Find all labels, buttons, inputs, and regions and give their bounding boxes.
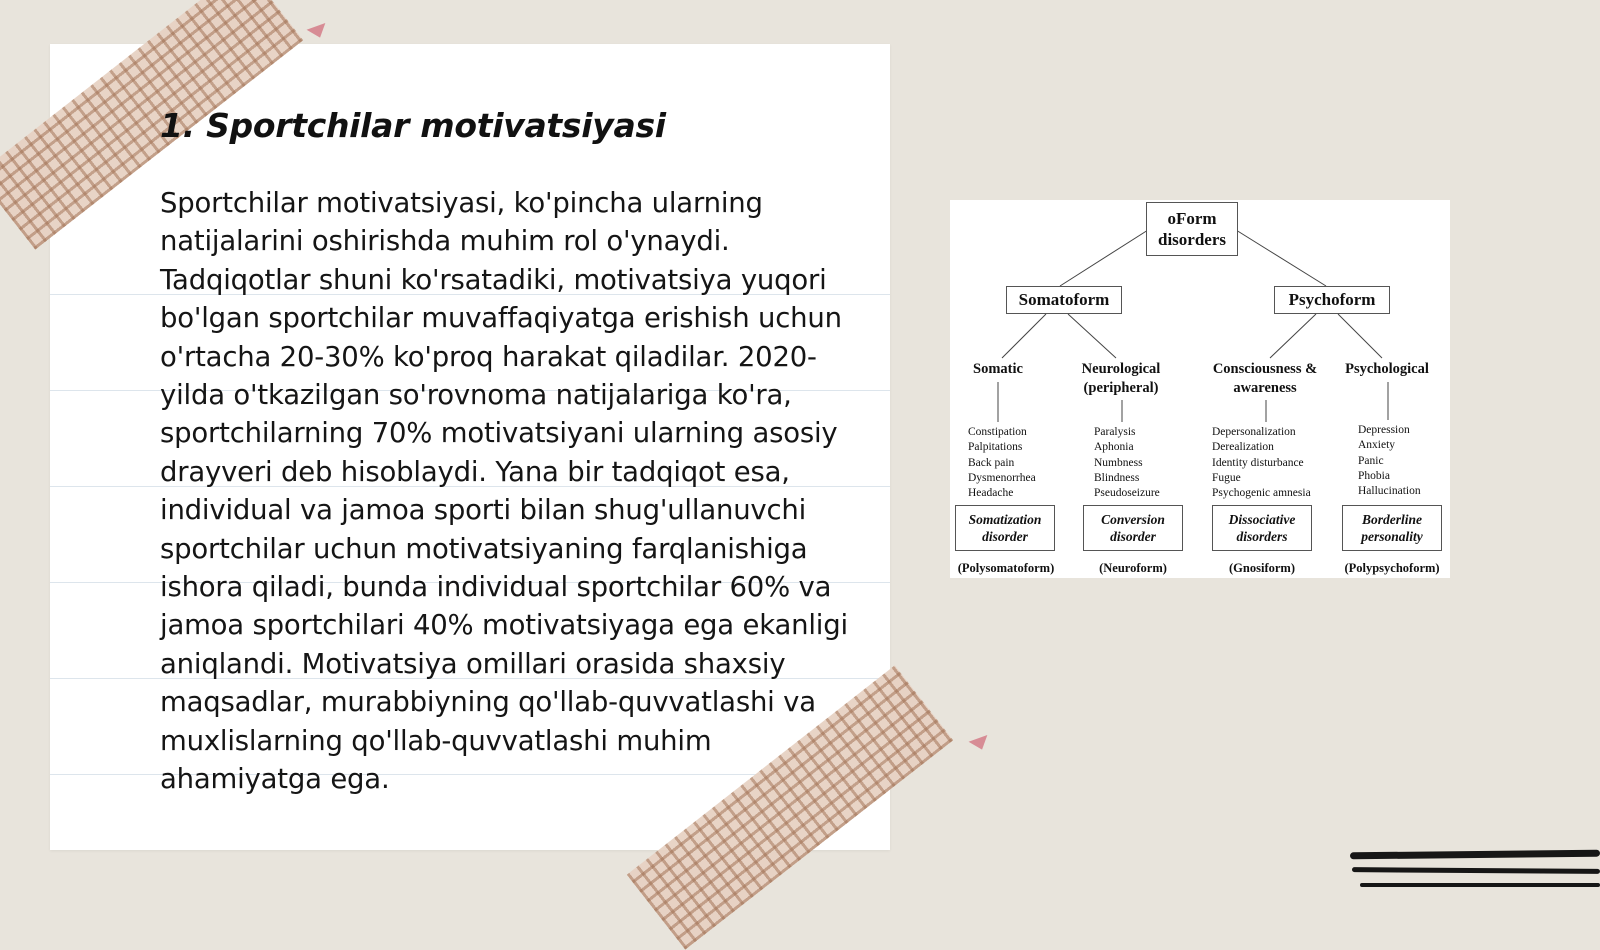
symptom-item: Aphonia xyxy=(1094,441,1134,454)
brush-stroke-decoration xyxy=(1350,850,1600,860)
symptom-item: Dysmenorrhea xyxy=(968,471,1036,484)
symptom-item: Pseudoseizure xyxy=(1094,487,1160,500)
symptom-item: Numbness xyxy=(1094,456,1143,469)
brush-stroke-decoration xyxy=(1360,883,1600,887)
connector-root-somatoform xyxy=(1060,230,1148,286)
brush-stroke-decoration xyxy=(1352,867,1600,874)
symptom-item: Anxiety xyxy=(1358,439,1396,452)
symptom-list-psychological xyxy=(1358,423,1421,499)
symptom-item: Depersonalization xyxy=(1212,426,1296,438)
disorder-box-conversion: Conversion disorder xyxy=(1083,505,1183,551)
symptom-item: Panic xyxy=(1358,454,1384,467)
symptom-list-somatic xyxy=(968,425,1036,501)
form-label-gnosiform: (Gnosiform) xyxy=(1229,561,1295,575)
root-node-label: oForm disorders xyxy=(1158,209,1226,249)
connector-root-psychoform xyxy=(1236,230,1326,286)
symptom-list-neurological xyxy=(1094,425,1160,501)
disorder-box-somatization: Somatization disorder xyxy=(955,505,1055,551)
symptom-item: Psychogenic amnesia xyxy=(1212,487,1311,500)
disorder-box-borderline: Borderline personality xyxy=(1342,505,1442,551)
slide-title: 1. Sportchilar motivatsiyasi xyxy=(160,106,666,145)
symptom-item: Derealization xyxy=(1212,441,1274,454)
symptom-item: Back pain xyxy=(968,456,1015,469)
symptom-list-consciousness xyxy=(1212,425,1311,501)
disorders-tree-diagram xyxy=(950,200,1450,578)
root-node xyxy=(1146,202,1238,256)
form-label-polysomatoform: (Polysomatoform) xyxy=(957,561,1055,575)
category-psychological: Psychological xyxy=(1345,361,1429,377)
category-consciousness: Consciousness & awareness xyxy=(1212,361,1318,396)
connector-psychoform-consciousness xyxy=(1270,314,1316,358)
somatoform-node xyxy=(1006,286,1122,314)
connector-psychoform-psychological xyxy=(1338,314,1382,358)
symptom-item: Headache xyxy=(968,487,1014,500)
symptom-item: Identity disturbance xyxy=(1212,456,1304,469)
symptom-item: Fugue xyxy=(1212,471,1241,484)
symptom-item: Constipation xyxy=(968,426,1027,438)
psychoform-node xyxy=(1274,286,1390,314)
symptom-item: Depression xyxy=(1358,424,1410,436)
somatoform-node-label: Somatoform xyxy=(1018,290,1110,309)
form-label-neuroform: (Neuroform) xyxy=(1099,561,1167,575)
symptom-item: Paralysis xyxy=(1094,426,1136,438)
category-somatic: Somatic xyxy=(973,361,1023,377)
disorder-box-dissociative: Dissociative disorders xyxy=(1212,505,1312,551)
symptom-item: Blindness xyxy=(1094,471,1140,484)
connector-somatoform-neuro xyxy=(1068,314,1116,358)
connector-somatoform-somatic xyxy=(1002,314,1046,358)
form-label-polypsychoform: (Polypsychoform) xyxy=(1344,561,1440,575)
symptom-item: Phobia xyxy=(1358,469,1390,482)
symptom-item: Hallucination xyxy=(1358,485,1421,498)
symptom-item: Palpitations xyxy=(968,441,1023,454)
psychoform-node-label: Psychoform xyxy=(1288,290,1376,309)
category-neurological: Neurological (peripheral) xyxy=(1081,361,1161,396)
tape-tab-decoration xyxy=(307,23,330,41)
tape-tab-decoration xyxy=(969,735,992,753)
slide-body-text: Sportchilar motivatsiyasi, ko'pincha ularning natijalarini oshirishda muhim rol o'ynaydi. Tadqiqotlar shuni ko'rsatadiki, motivatsiya yuqori bo'lgan sportchilar muvaffaqiyatga erishish uchun o'rtacha 20-30% ko'proq harakat qiladilar. 2020-yilda o'tkazilgan so'rovnoma natijalariga ko'ra, sportchilarning 70% motivatsiyani ularning asosiy drayveri deb hisoblaydi. Yana bir tadqiqot esa, individual va jamoa sporti bilan shug'ullanuvchi sportchilar uchun motivatsiyaning farqlanishiga ishora qiladi, bunda individual sportchilar 60% va jamoa sportchilari 40% motivatsiyaga ega ekanligi aniqlandi. Motivatsiya omillari orasida shaxsiy maqsadlar, murabbiyning qo'llab-quvvatlashi va muxlislarning qo'llab-quvvatlashi muhim ahamiyatga ega. xyxy=(160,187,848,796)
